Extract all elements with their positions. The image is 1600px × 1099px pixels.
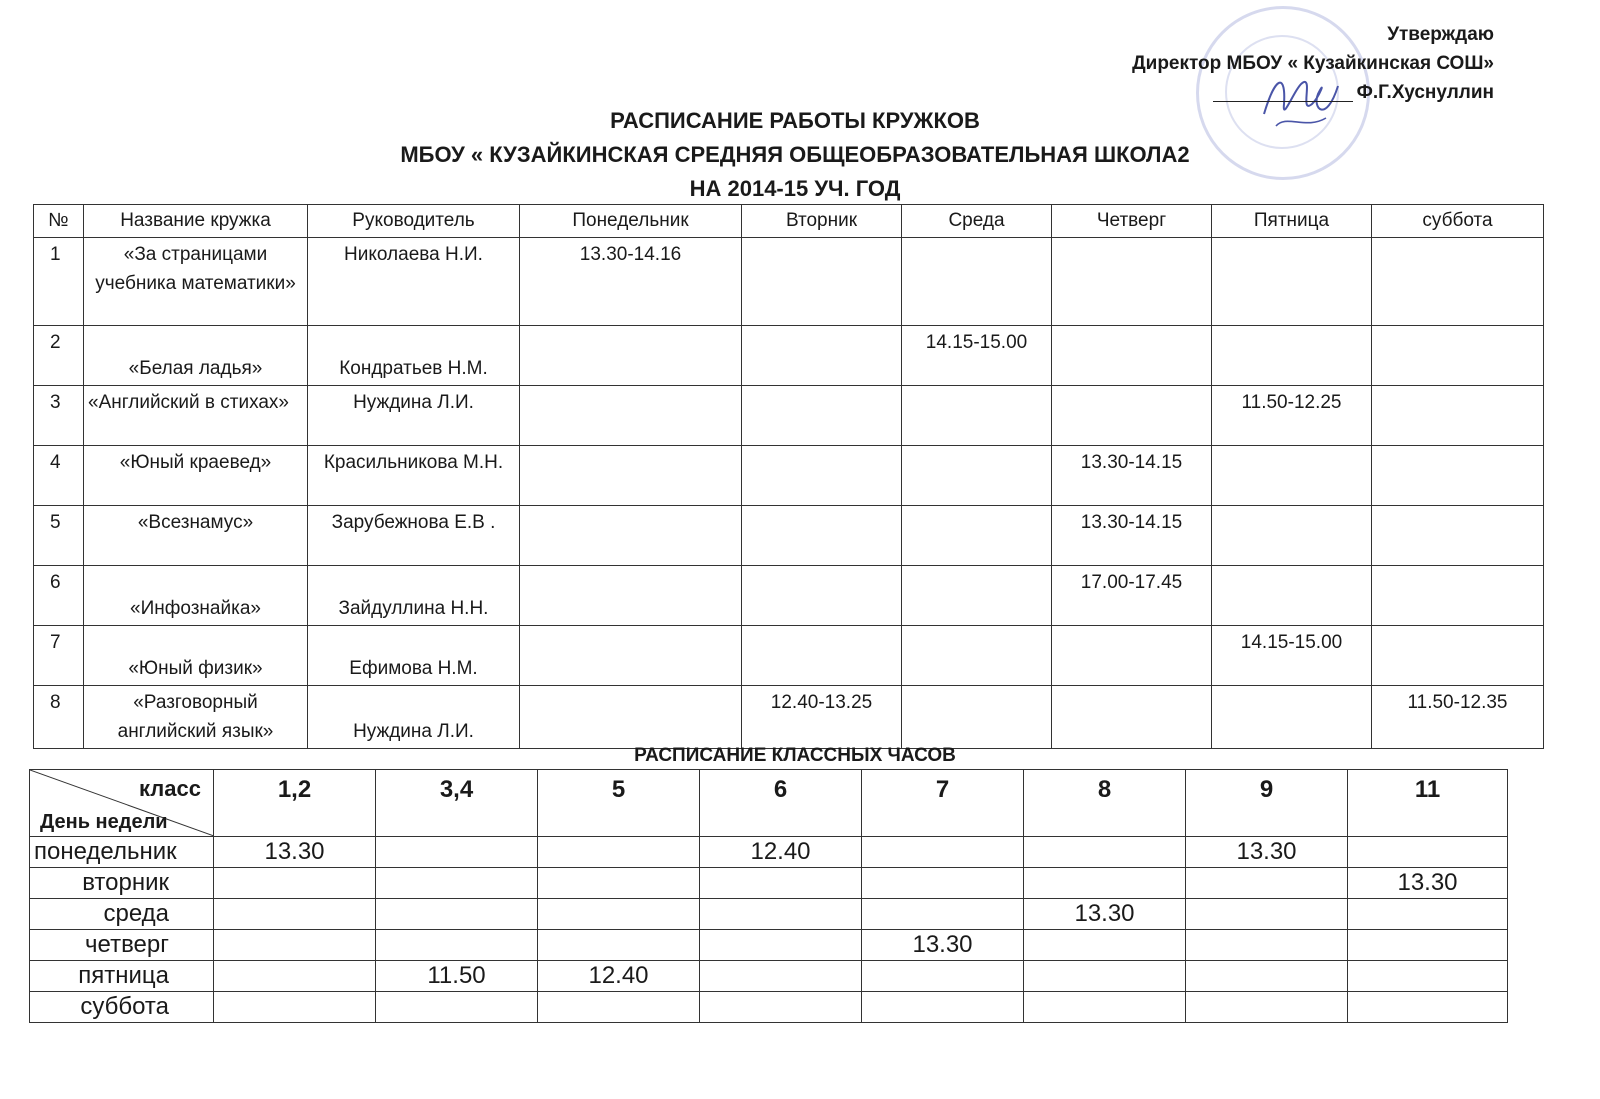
hour-cell [862,992,1024,1023]
cell-thursday: 13.30-14.15 [1052,446,1212,506]
cell-tuesday [742,238,902,326]
table-row [34,446,1544,506]
cell-thursday [1052,686,1212,749]
day-label: суббота [30,992,214,1023]
cell-wednesday [902,506,1052,566]
cell-friday [1212,506,1372,566]
clubs-header-row [34,205,1544,238]
clubs-schedule-table [33,204,1544,749]
cell-saturday [1372,326,1544,386]
cell-tuesday: 12.40-13.25 [742,686,902,749]
club-leader: Зарубежнова Е.В . [308,506,520,566]
approval-block [1132,20,1494,107]
class-hours-header-row [30,770,1508,837]
class-column-header: 6 [700,770,862,837]
club-name: «Белая ладья» [84,326,308,386]
table-row [30,837,1508,868]
hour-cell: 12.40 [538,961,700,992]
hour-cell [538,868,700,899]
club-leader: Красильникова М.Н. [308,446,520,506]
hour-cell [862,961,1024,992]
approval-line-2: Директор МБОУ « Кузайкинская СОШ» [1132,53,1494,74]
row-number: 8 [34,686,84,749]
hour-cell: 12.40 [700,837,862,868]
hour-cell [1348,837,1508,868]
school-title: МБОУ « КУЗАЙКИНСКАЯ СРЕДНЯЯ ОБЩЕОБРАЗОВАТЕЛЬНАЯ ШКОЛА2 [400,142,1190,167]
table-row [34,326,1544,386]
header-thursday: Четверг [1052,205,1212,238]
table-row [30,961,1508,992]
year-title: НА 2014-15 УЧ. ГОД [689,176,901,201]
cell-friday [1212,566,1372,626]
cell-saturday [1372,238,1544,326]
row-number: 5 [34,506,84,566]
director-name: Ф.Г.Хуснуллин [1356,82,1494,103]
table-row [34,626,1544,686]
day-label: среда [30,899,214,930]
hour-cell [1348,899,1508,930]
hour-cell [1186,899,1348,930]
cell-monday [520,446,742,506]
hour-cell [538,837,700,868]
hour-cell [1024,837,1186,868]
hour-cell [1024,961,1186,992]
club-leader: Нуждина Л.И. [308,386,520,446]
hour-cell [1348,930,1508,961]
cell-thursday [1052,386,1212,446]
cell-tuesday [742,506,902,566]
hour-cell [1186,992,1348,1023]
club-name: «Всезнамус» [84,506,308,566]
club-name: «За страницами учебника математики» [84,238,308,326]
header-number: № [34,205,84,238]
hour-cell: 13.30 [1186,837,1348,868]
class-column-header: 11 [1348,770,1508,837]
corner-header-cell [30,770,214,837]
hour-cell [700,961,862,992]
table-row [34,386,1544,446]
club-name: «Разговорный английский язык» [84,686,308,749]
cell-monday [520,386,742,446]
hour-cell [862,837,1024,868]
cell-friday [1212,446,1372,506]
cell-thursday [1052,238,1212,326]
class-column-header: 5 [538,770,700,837]
table-row [30,992,1508,1023]
hour-cell [700,992,862,1023]
header-club-name: Название кружка [84,205,308,238]
hour-cell [538,992,700,1023]
table-row [34,506,1544,566]
cell-tuesday [742,446,902,506]
cell-monday: 13.30-14.16 [520,238,742,326]
corner-day-label: День недели [40,811,168,833]
class-column-header: 3,4 [376,770,538,837]
hour-cell [700,868,862,899]
row-number: 7 [34,626,84,686]
class-hours-title: РАСПИСАНИЕ КЛАССНЫХ ЧАСОВ [634,745,956,766]
hour-cell [862,899,1024,930]
hour-cell [1024,992,1186,1023]
hour-cell [1348,992,1508,1023]
club-name: «Инфознайка» [84,566,308,626]
hour-cell [1024,868,1186,899]
class-column-header: 1,2 [214,770,376,837]
club-leader: Николаева Н.И. [308,238,520,326]
cell-friday [1212,326,1372,386]
cell-thursday [1052,326,1212,386]
cell-friday [1212,238,1372,326]
club-leader: Кондратьев Н.М. [308,326,520,386]
cell-friday: 14.15-15.00 [1212,626,1372,686]
hour-cell [700,930,862,961]
table-row [34,686,1544,749]
header-saturday: суббота [1372,205,1544,238]
hour-cell: 13.30 [214,837,376,868]
hour-cell [538,899,700,930]
corner-class-label: класс [139,776,201,801]
hour-cell [1186,868,1348,899]
cell-tuesday [742,626,902,686]
cell-monday [520,506,742,566]
header-monday: Понедельник [520,205,742,238]
cell-wednesday [902,238,1052,326]
class-column-header: 8 [1024,770,1186,837]
cell-monday [520,686,742,749]
table-row [34,238,1544,326]
cell-tuesday [742,326,902,386]
cell-wednesday [902,446,1052,506]
hour-cell [1024,930,1186,961]
hour-cell [538,930,700,961]
cell-wednesday [902,626,1052,686]
cell-wednesday [902,686,1052,749]
row-number: 3 [34,386,84,446]
table-row [30,899,1508,930]
hour-cell: 13.30 [1024,899,1186,930]
hour-cell: 13.30 [862,930,1024,961]
club-leader: Нуждина Л.И. [308,686,520,749]
day-label: понедельник [30,837,214,868]
cell-friday: 11.50-12.25 [1212,386,1372,446]
cell-monday [520,566,742,626]
day-label: вторник [30,868,214,899]
hour-cell [1348,961,1508,992]
class-hours-table [29,769,1508,1023]
cell-thursday: 13.30-14.15 [1052,506,1212,566]
cell-saturday [1372,386,1544,446]
cell-saturday [1372,506,1544,566]
cell-monday [520,326,742,386]
row-number: 1 [34,238,84,326]
hour-cell [376,930,538,961]
hour-cell [376,992,538,1023]
cell-tuesday [742,566,902,626]
cell-friday [1212,686,1372,749]
hour-cell [1186,961,1348,992]
approval-line-1: Утверждаю [1387,24,1494,45]
header-tuesday: Вторник [742,205,902,238]
club-name: «Английский в стихах» [84,386,308,446]
hour-cell [376,899,538,930]
header-wednesday: Среда [902,205,1052,238]
class-column-header: 9 [1186,770,1348,837]
row-number: 6 [34,566,84,626]
cell-wednesday [902,566,1052,626]
hour-cell [214,992,376,1023]
cell-saturday [1372,566,1544,626]
hour-cell [214,868,376,899]
approval-line-3 [1132,78,1494,107]
cell-thursday: 17.00-17.45 [1052,566,1212,626]
row-number: 2 [34,326,84,386]
club-leader: Зайдуллина Н.Н. [308,566,520,626]
cell-monday [520,626,742,686]
cell-saturday: 11.50-12.35 [1372,686,1544,749]
hour-cell [1186,930,1348,961]
day-label: четверг [30,930,214,961]
cell-wednesday [902,386,1052,446]
document-title: РАСПИСАНИЕ РАБОТЫ КРУЖКОВ [610,108,980,133]
cell-wednesday: 14.15-15.00 [902,326,1052,386]
cell-thursday [1052,626,1212,686]
club-leader: Ефимова Н.М. [308,626,520,686]
hour-cell [700,899,862,930]
table-row [30,868,1508,899]
header-leader: Руководитель [308,205,520,238]
table-row [30,930,1508,961]
hour-cell: 11.50 [376,961,538,992]
cell-saturday [1372,626,1544,686]
club-name: «Юный физик» [84,626,308,686]
day-label: пятница [30,961,214,992]
cell-saturday [1372,446,1544,506]
signature-line [1213,101,1353,102]
cell-tuesday [742,386,902,446]
hour-cell [214,961,376,992]
row-number: 4 [34,446,84,506]
hour-cell [214,930,376,961]
hour-cell [214,899,376,930]
hour-cell [376,868,538,899]
hour-cell: 13.30 [1348,868,1508,899]
club-name: «Юный краевед» [84,446,308,506]
hour-cell [376,837,538,868]
header-friday: Пятница [1212,205,1372,238]
table-row [34,566,1544,626]
class-column-header: 7 [862,770,1024,837]
hour-cell [862,868,1024,899]
